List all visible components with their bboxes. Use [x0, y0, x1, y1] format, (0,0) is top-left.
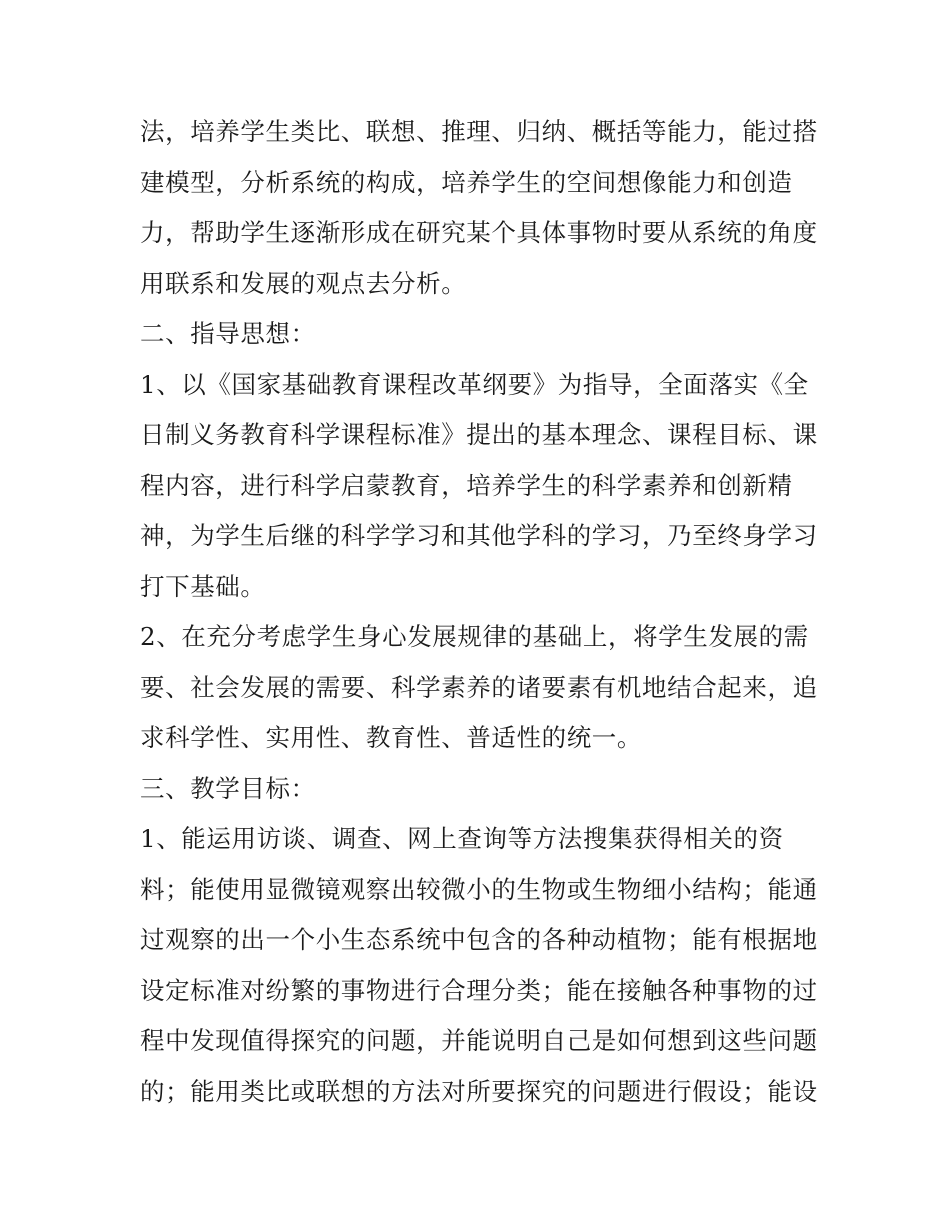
text-line: 的；能用类比或联想的方法对所要探究的问题进行假设；能设	[140, 1076, 818, 1106]
text-line: 1、能运用访谈、调查、网上查询等方法搜集获得相关的资	[140, 824, 784, 853]
text-line: 料；能使用显微镜观察出较微小的生物或生物细小结构；能通	[140, 874, 818, 904]
text-line: 要、社会发展的需要、科学素养的诸要素有机地结合起来，追	[140, 672, 818, 702]
section-heading: 二、指导思想：	[140, 319, 316, 348]
text-line: 程中发现值得探究的问题，并能说明自己是如何想到这些问题	[140, 1026, 818, 1055]
text-line: 设定标准对纷繁的事物进行合理分类；能在接触各种事物的过	[140, 975, 818, 1005]
text-line: 建模型，分析系统的构成，培养学生的空间想像能力和创造	[140, 167, 793, 197]
text-line: 求科学性、实用性、教育性、普适性的统一。	[140, 723, 642, 752]
text-line: 神，为学生后继的科学学习和其他学科的学习，乃至终身学习	[140, 521, 818, 550]
text-line: 过观察的出一个小生态系统中包含的各种动植物；能有根据地	[140, 925, 818, 954]
text-line: 日制义务教育科学课程标准》提出的基本理念、课程目标、课	[140, 420, 818, 449]
text-line: 用联系和发展的观点去分析。	[140, 268, 467, 298]
text-line: 法，培养学生类比、联想、推理、归纳、概括等能力，能过搭	[140, 117, 818, 146]
section-heading: 三、教学目标：	[140, 773, 316, 803]
document-body	[140, 107, 820, 1117]
text-line: 1、以《国家基础教育课程改革纲要》为指导，全面落实《全	[140, 369, 809, 399]
text-line: 力，帮助学生逐渐形成在研究某个具体事物时要从系统的角度	[140, 218, 818, 247]
text-line: 打下基础。	[140, 571, 266, 601]
text-line: 程内容，进行科学启蒙教育，培养学生的科学素养和创新精	[140, 470, 793, 500]
text-line: 2、在充分考虑学生身心发展规律的基础上，将学生发展的需	[140, 622, 809, 651]
